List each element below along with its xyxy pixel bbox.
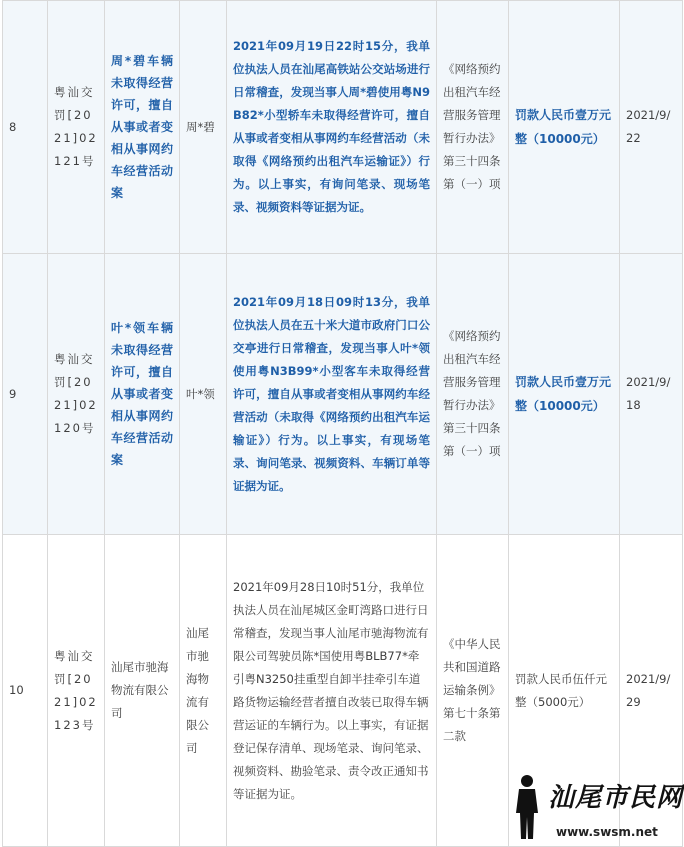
decision-date: 2021/9/18 xyxy=(620,254,683,535)
party-name: 周*碧 xyxy=(180,1,227,254)
penalty-amount: 罚款人民币壹万元整（10000元） xyxy=(509,254,620,535)
site-watermark xyxy=(508,771,684,843)
party-name: 叶*领 xyxy=(180,254,227,535)
watermark-url: www.swsm.net xyxy=(556,825,658,839)
case-number: 粤汕交罚[2021]02120号 xyxy=(48,254,105,535)
table-row xyxy=(3,254,683,535)
violation-facts: 2021年09月19日22时15分，我单位执法人员在汕尾高铁站公交站场进行日常稽查，发现当事人周*碧使用粤N9B82*小型轿车未取得经营许可，擅自从事或者变相从事网约车经营活动（未取得《网络预约出租汽车运输证》）行为。以上事实，有询问笔录、现场笔录、视频资料等证据为证。 xyxy=(227,1,437,254)
decision-date: 2021/9/29 xyxy=(620,535,683,847)
penalty-amount: 罚款人民币壹万元整（10000元） xyxy=(509,1,620,254)
person-silhouette-icon xyxy=(510,773,544,841)
violation-facts: 2021年09月18日09时13分，我单位执法人员在五十米大道市政府门口公交亭进行日常稽查，发现当事人叶*领使用粤N3B99*小型客车未取得经营许可，擅自从事或者变相从事网约车经营活动（未取得《网络预约出租汽车运输证》）行为。以上事实，有现场笔录、询问笔录、视频资料、车辆订单等证据为证。 xyxy=(227,254,437,535)
legal-basis: 《中华人民共和国道路运输条例》第七十条第二款 xyxy=(437,535,509,847)
row-index: 9 xyxy=(3,254,48,535)
legal-basis: 《网络预约出租汽车经营服务管理暂行办法》第三十四条第（一）项 xyxy=(437,1,509,254)
case-number: 粤汕交罚[2021]02123号 xyxy=(48,535,105,847)
legal-basis: 《网络预约出租汽车经营服务管理暂行办法》第三十四条第（一）项 xyxy=(437,254,509,535)
penalty-table xyxy=(2,0,683,847)
penalty-amount: 罚款人民币伍仟元整（5000元） xyxy=(509,535,620,847)
case-reason: 叶*领车辆未取得经营许可，擅自从事或者变相从事网约车经营活动案 xyxy=(105,254,180,535)
row-index: 8 xyxy=(3,1,48,254)
watermark-title: 汕尾市民网 xyxy=(548,783,684,813)
case-number: 粤汕交罚[2021]02121号 xyxy=(48,1,105,254)
row-index: 10 xyxy=(3,535,48,847)
case-reason: 周*碧车辆未取得经营许可，擅自从事或者变相从事网约车经营活动案 xyxy=(105,1,180,254)
case-reason: 汕尾市驰海物流有限公司 xyxy=(105,535,180,847)
violation-facts: 2021年09月28日10时51分，我单位执法人员在汕尾城区金町湾路口进行日常稽查，发现当事人汕尾市驰海物流有限公司驾驶员陈*国使用粤BLB77*牵引粤N3250挂重型自卸半挂牵引车道路货物运输经营者擅自改装已取得车辆营运证的车辆行为。以上事实，有证据登记保存清单、现场笔录、询问笔录、视频资料、勘验笔录、责令改正通知书等证据为证。 xyxy=(227,535,437,847)
party-name: 汕尾市驰海物流有限公司 xyxy=(180,535,227,847)
decision-date: 2021/9/22 xyxy=(620,1,683,254)
table-row xyxy=(3,1,683,254)
